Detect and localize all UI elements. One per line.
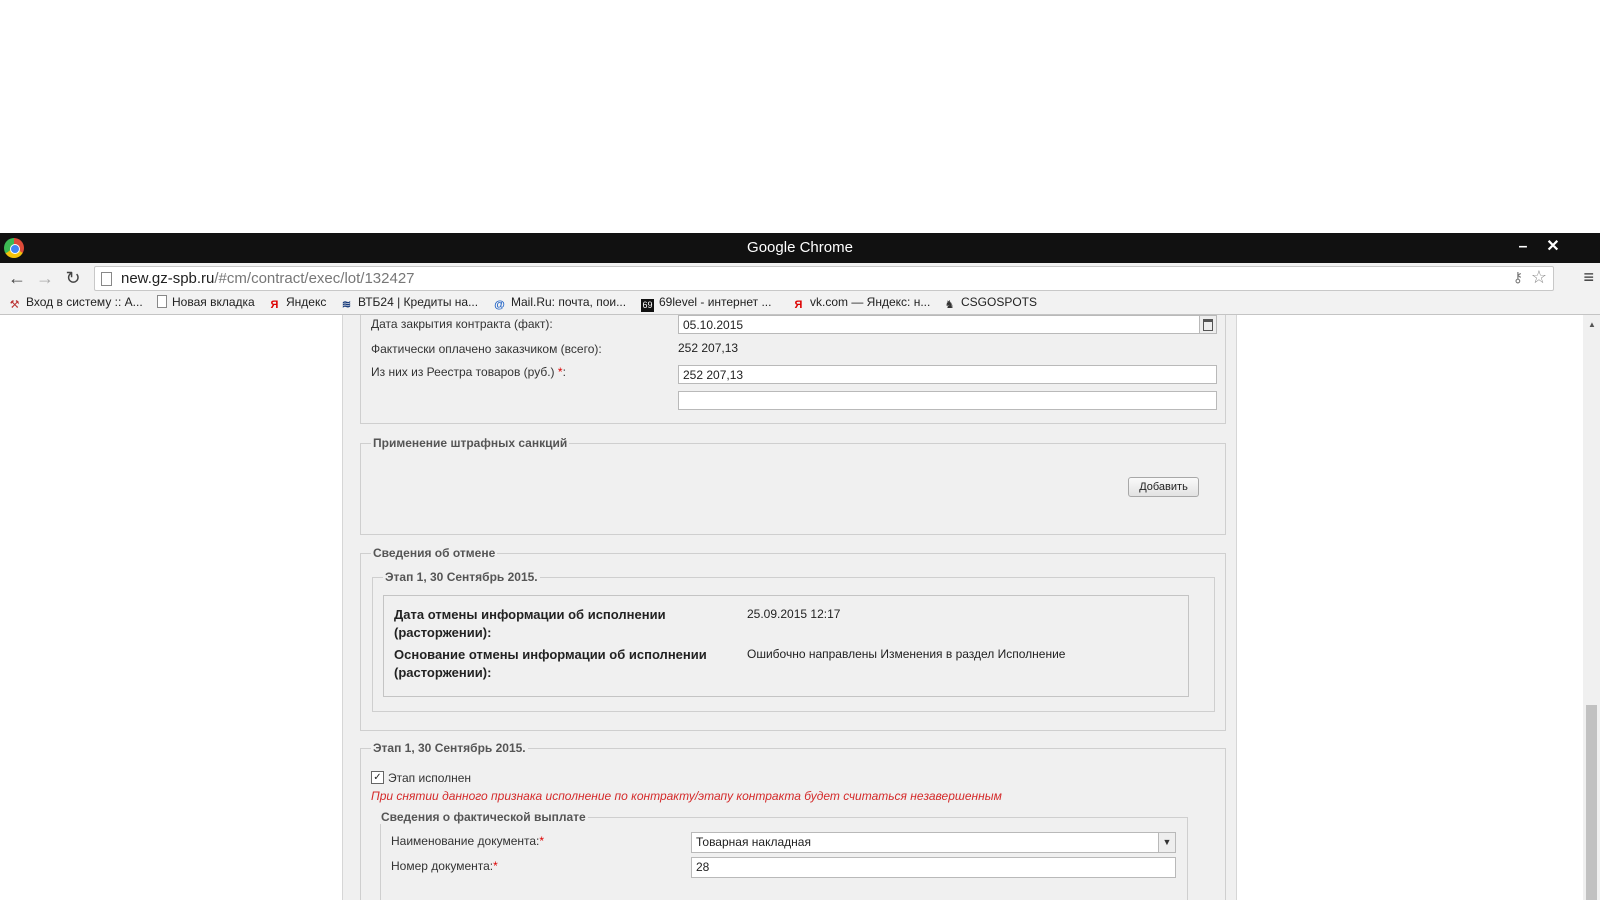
cancel-legend: Сведения об отмене <box>373 546 496 560</box>
page-icon <box>101 272 112 286</box>
doc-number-label: Номер документа:* <box>391 859 498 873</box>
url-text[interactable]: new.gz-spb.ru/#cm/contract/exec/lot/132427 <box>121 270 415 287</box>
address-bar[interactable] <box>94 266 1554 291</box>
close-date-label: Дата закрытия контракта (факт): <box>371 317 553 331</box>
paid-label: Фактически оплачено заказчиком (всего): <box>371 342 602 356</box>
minimize-button[interactable]: – <box>1518 238 1528 255</box>
back-button[interactable]: ← <box>8 268 26 288</box>
bookmark-star-icon[interactable]: ☆ <box>1530 267 1547 287</box>
csgo-icon: ♞ <box>944 299 955 311</box>
registry-input[interactable]: 252 207,13 <box>678 365 1217 384</box>
bookmarks-bar <box>0 292 1600 315</box>
browser-toolbar <box>0 263 1600 292</box>
stage-done-checkbox[interactable]: ✓ <box>371 771 384 784</box>
close-date-input[interactable]: 05.10.2015 <box>678 315 1217 334</box>
doc-name-select[interactable]: Товарная накладная ▼ <box>691 832 1176 853</box>
contract-form <box>342 315 1237 900</box>
payment-legend: Сведения о фактической выплате <box>381 810 586 824</box>
key-icon[interactable]: ⚷ <box>1512 269 1523 285</box>
payment-section <box>380 810 1188 900</box>
browser-window <box>0 233 1600 900</box>
tool-icon: ⚒ <box>9 299 20 311</box>
cancel-section <box>360 546 1226 731</box>
scroll-up-icon[interactable]: ▲ <box>1588 320 1596 329</box>
level-icon: 69 <box>642 300 653 310</box>
bookmark-item[interactable]: ⚒ Вход в систему :: А... <box>9 295 143 311</box>
page-icon <box>157 295 167 308</box>
close-button[interactable]: ✕ <box>1546 238 1560 255</box>
penalties-legend: Применение штрафных санкций <box>373 436 568 450</box>
stage-section <box>360 741 1226 900</box>
bookmark-item[interactable]: Я Яндекс <box>268 295 326 312</box>
title-bar <box>0 233 1600 263</box>
cancel-reason-label: Основание отмены информации об исполнении (расторжении): <box>394 647 707 680</box>
doc-number-input[interactable]: 28 <box>691 857 1176 878</box>
mail-icon: @ <box>494 299 505 311</box>
bookmark-item[interactable]: ♞ CSGOSPOTS <box>944 295 1038 311</box>
window-title: Google Chrome <box>747 239 853 256</box>
stage-done-label: Этап исполнен <box>388 771 472 785</box>
chrome-menu-icon[interactable]: ≡ <box>1583 267 1594 287</box>
cancel-stage-section <box>372 570 1215 712</box>
contract-close-section <box>360 315 1226 424</box>
bookmark-item[interactable]: Я vk.com — Яндекс: н... <box>792 295 930 312</box>
paid-value: 252 207,13 <box>678 341 739 355</box>
doc-name-label: Наименование документа:* <box>391 834 545 848</box>
yandex-icon: Я <box>794 299 803 311</box>
reload-button[interactable]: ↻ <box>65 268 81 288</box>
penalties-section <box>360 436 1226 535</box>
cancel-reason-value: Ошибочно направлены Изменения в раздел Исполнение <box>747 647 1066 661</box>
forward-button[interactable]: → <box>36 268 54 288</box>
yandex-icon: Я <box>270 299 279 311</box>
bookmark-item[interactable]: @ Mail.Ru: почта, пои... <box>494 295 627 311</box>
add-penalty-button[interactable]: Добавить <box>1128 477 1199 497</box>
registry-label: Из них из Реестра товаров (руб.) *: <box>371 365 566 379</box>
stage-warning: При снятии данного признака исполнение по контракту/этапу контракта будет считаться незавершенным <box>371 789 1002 803</box>
cancel-details-box <box>383 595 1189 697</box>
bookmark-item[interactable]: 69 69level - интернет ... <box>642 295 772 310</box>
vertical-scrollbar[interactable] <box>1583 315 1600 900</box>
bookmark-item[interactable]: Новая вкладка <box>157 295 255 309</box>
vtb-icon: ≋ <box>341 299 352 311</box>
page-viewport <box>0 315 1583 900</box>
calendar-icon[interactable] <box>1199 316 1216 333</box>
extra-input[interactable] <box>678 391 1217 410</box>
bookmark-item[interactable]: ≋ ВТБ24 | Кредиты на... <box>341 295 479 311</box>
cancel-date-value: 25.09.2015 12:17 <box>747 607 841 621</box>
cancel-date-label: Дата отмены информации об исполнении (расторжении): <box>394 607 666 640</box>
stage-legend: Этап 1, 30 Сентябрь 2015. <box>373 741 526 755</box>
scroll-thumb[interactable] <box>1586 705 1597 900</box>
chevron-down-icon[interactable]: ▼ <box>1158 833 1175 852</box>
cancel-stage-legend: Этап 1, 30 Сентябрь 2015. <box>385 570 538 584</box>
